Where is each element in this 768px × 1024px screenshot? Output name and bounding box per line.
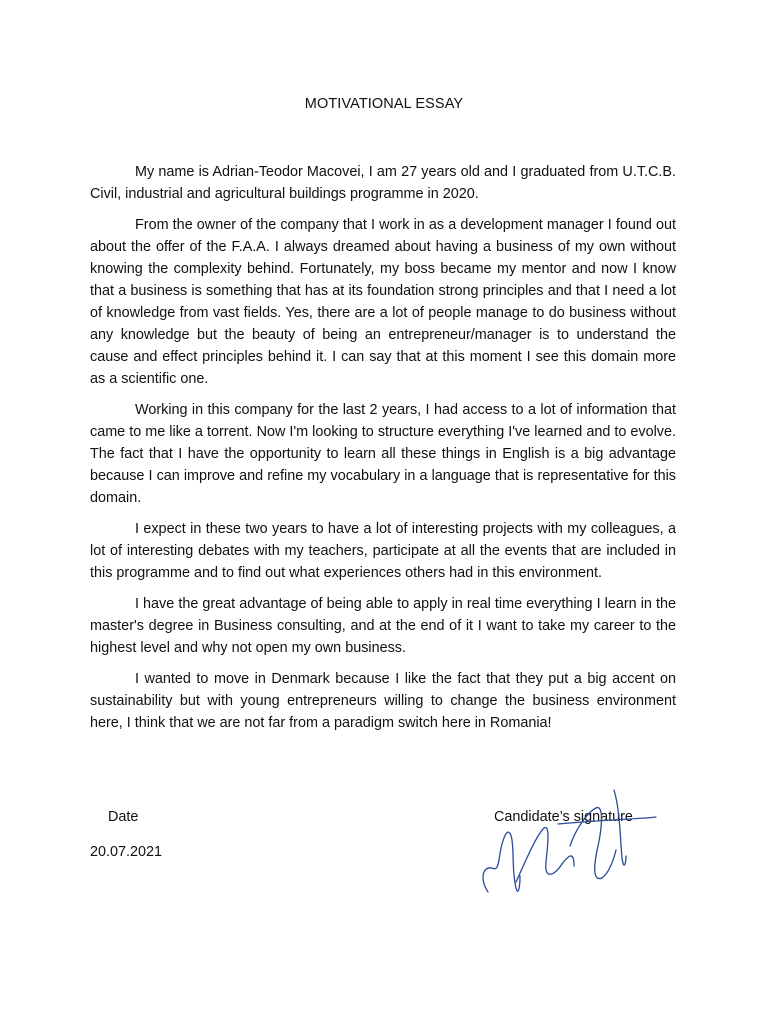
signature-stroke — [558, 817, 656, 824]
date-value: 20.07.2021 — [90, 844, 163, 860]
signature-label: Candidate’s signature — [494, 809, 633, 825]
signature-stroke — [570, 808, 616, 879]
essay-body — [90, 161, 676, 743]
essay-title: MOTIVATIONAL ESSAY — [304, 96, 464, 112]
paragraph-3: Working in this company for the last 2 years, I had access to a lot of information that came to me like a torrent. Now I'm looking to structure everything I've learned and to evolve. The fact that I have the opportunity to learn all these things in English is a big advantage because I can improve and refine my vocabulary in a language that is representative for this domain. — [90, 402, 676, 506]
paragraph-2: From the owner of the company that I work in as a development manager I found out about the offer of the F.A.A. I always dreamed about having a business of my own without knowing the complexity behind. Fortunately, my boss became my mentor and now I know that a business is something that has at its foundation strong principles and that I need a lot of knowledge from vast fields. Yes, there are a lot of people manage to do business without any knowledge but the beauty of being an entrepreneur/manager is to understand the cause and effect principles behind it. I can say that at this moment I see this domain more as a scientific one. — [90, 217, 676, 387]
paragraph-5: I have the great advantage of being able to apply in real time everything I learn in the master's degree in Business consulting, and at the end of it I want to take my career to the highest level and why not open my own business. — [90, 596, 676, 656]
paragraph-1: My name is Adrian-Teodor Macovei, I am 27 years old and I graduated from U.T.C.B. Civil, industrial and agricultural buildings programme in 2020. — [90, 164, 676, 202]
paragraph-6: I wanted to move in Denmark because I like the fact that they put a big accent on sustainability but with young entrepreneurs willing to change the business environment here, I think that we are not far from a paradigm switch here in Romania! — [90, 671, 676, 731]
paragraph-4: I expect in these two years to have a lot of interesting projects with my colleagues, a lot of interesting debates with my teachers, participate at all the events that are included in this programme and to find out what experiences others had in this environment. — [90, 521, 676, 581]
signature-stroke — [614, 790, 626, 865]
date-label: Date — [108, 809, 139, 825]
signature-stroke — [516, 827, 574, 882]
handwritten-signature — [470, 780, 670, 905]
signature-stroke — [483, 832, 520, 892]
